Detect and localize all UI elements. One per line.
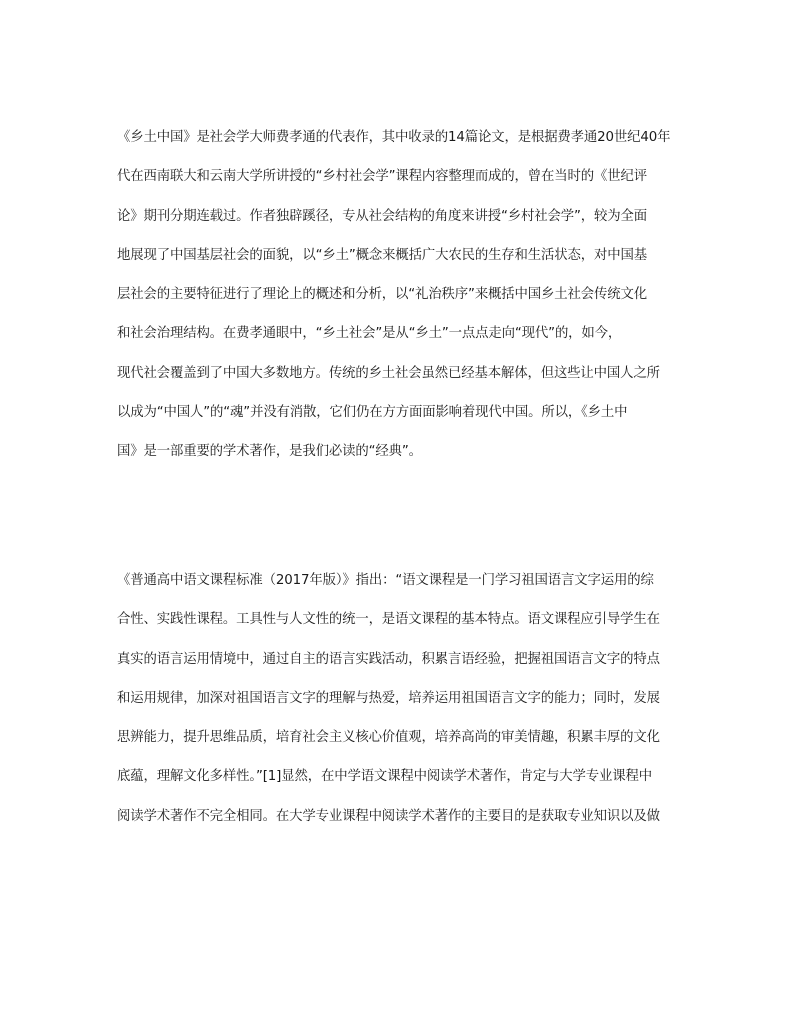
- text-line: 层社会的主要特征进行了理论上的概述和分析，以“礼治秩序”来概括中国乡土社会传统文化: [117, 287, 647, 303]
- text-line: 底蕴，理解文化多样性。”[1]显然，在中学语文课程中阅读学术著作，肯定与大学专业课程中: [117, 769, 652, 785]
- text-line: 和社会治理结构。在费孝通眼中，“乡土社会”是从“乡土”一点点走向“现代”的，如今，: [117, 326, 622, 342]
- text-line: 思辨能力，提升思维品质，培育社会主义核心价值观，培养高尚的审美情趣，积累丰厚的文化: [117, 730, 660, 746]
- text-line: 合性、实践性课程。工具性与人文性的统一，是语文课程的基本特点。语文课程应引导学生在: [117, 612, 660, 628]
- text-line: 和运用规律，加深对祖国语言文字的理解与热爱，培养运用祖国语言文字的能力；同时，发展: [117, 690, 660, 706]
- text-line: 地展现了中国基层社会的面貌，以“乡土”概念来概括广大农民的生存和生活状态，对中国基: [117, 247, 647, 263]
- paragraph-curriculum-standard: [117, 571, 687, 846]
- text-line: 现代社会覆盖到了中国大多数地方。传统的乡土社会虽然已经基本解体，但这些让中国人之所: [117, 365, 660, 381]
- paragraph-xiangtu-zhongguo: [117, 128, 687, 482]
- text-line: 以成为“中国人”的“魂”并没有消散，它们仍在方方面面影响着现代中国。所以，《乡土中: [117, 405, 628, 421]
- text-line: 国》是一部重要的学术著作，是我们必读的“经典”。: [117, 444, 422, 460]
- text-line: 阅读学术著作不完全相同。在大学专业课程中阅读学术著作的主要目的是获取专业知识以及做: [117, 808, 660, 824]
- text-line: 《普通高中语文课程标准（2017年版）》指出：“语文课程是一门学习祖国语言文字运用的综: [117, 573, 654, 588]
- text-line: 真实的语言运用情境中，通过自主的语言实践活动，积累言语经验，把握祖国语言文字的特点: [117, 651, 660, 667]
- text-line: 代在西南联大和云南大学所讲授的“乡村社会学”课程内容整理而成的，曾在当时的《世纪评: [117, 169, 647, 185]
- text-line: 《乡土中国》是社会学大师费孝通的代表作，其中收录的14篇论文，是根据费孝通20世纪40年: [117, 130, 671, 145]
- text-line: 论》期刊分期连载过。作者独辟蹊径，专从社会结构的角度来讲授“乡村社会学”，较为全面: [117, 208, 647, 224]
